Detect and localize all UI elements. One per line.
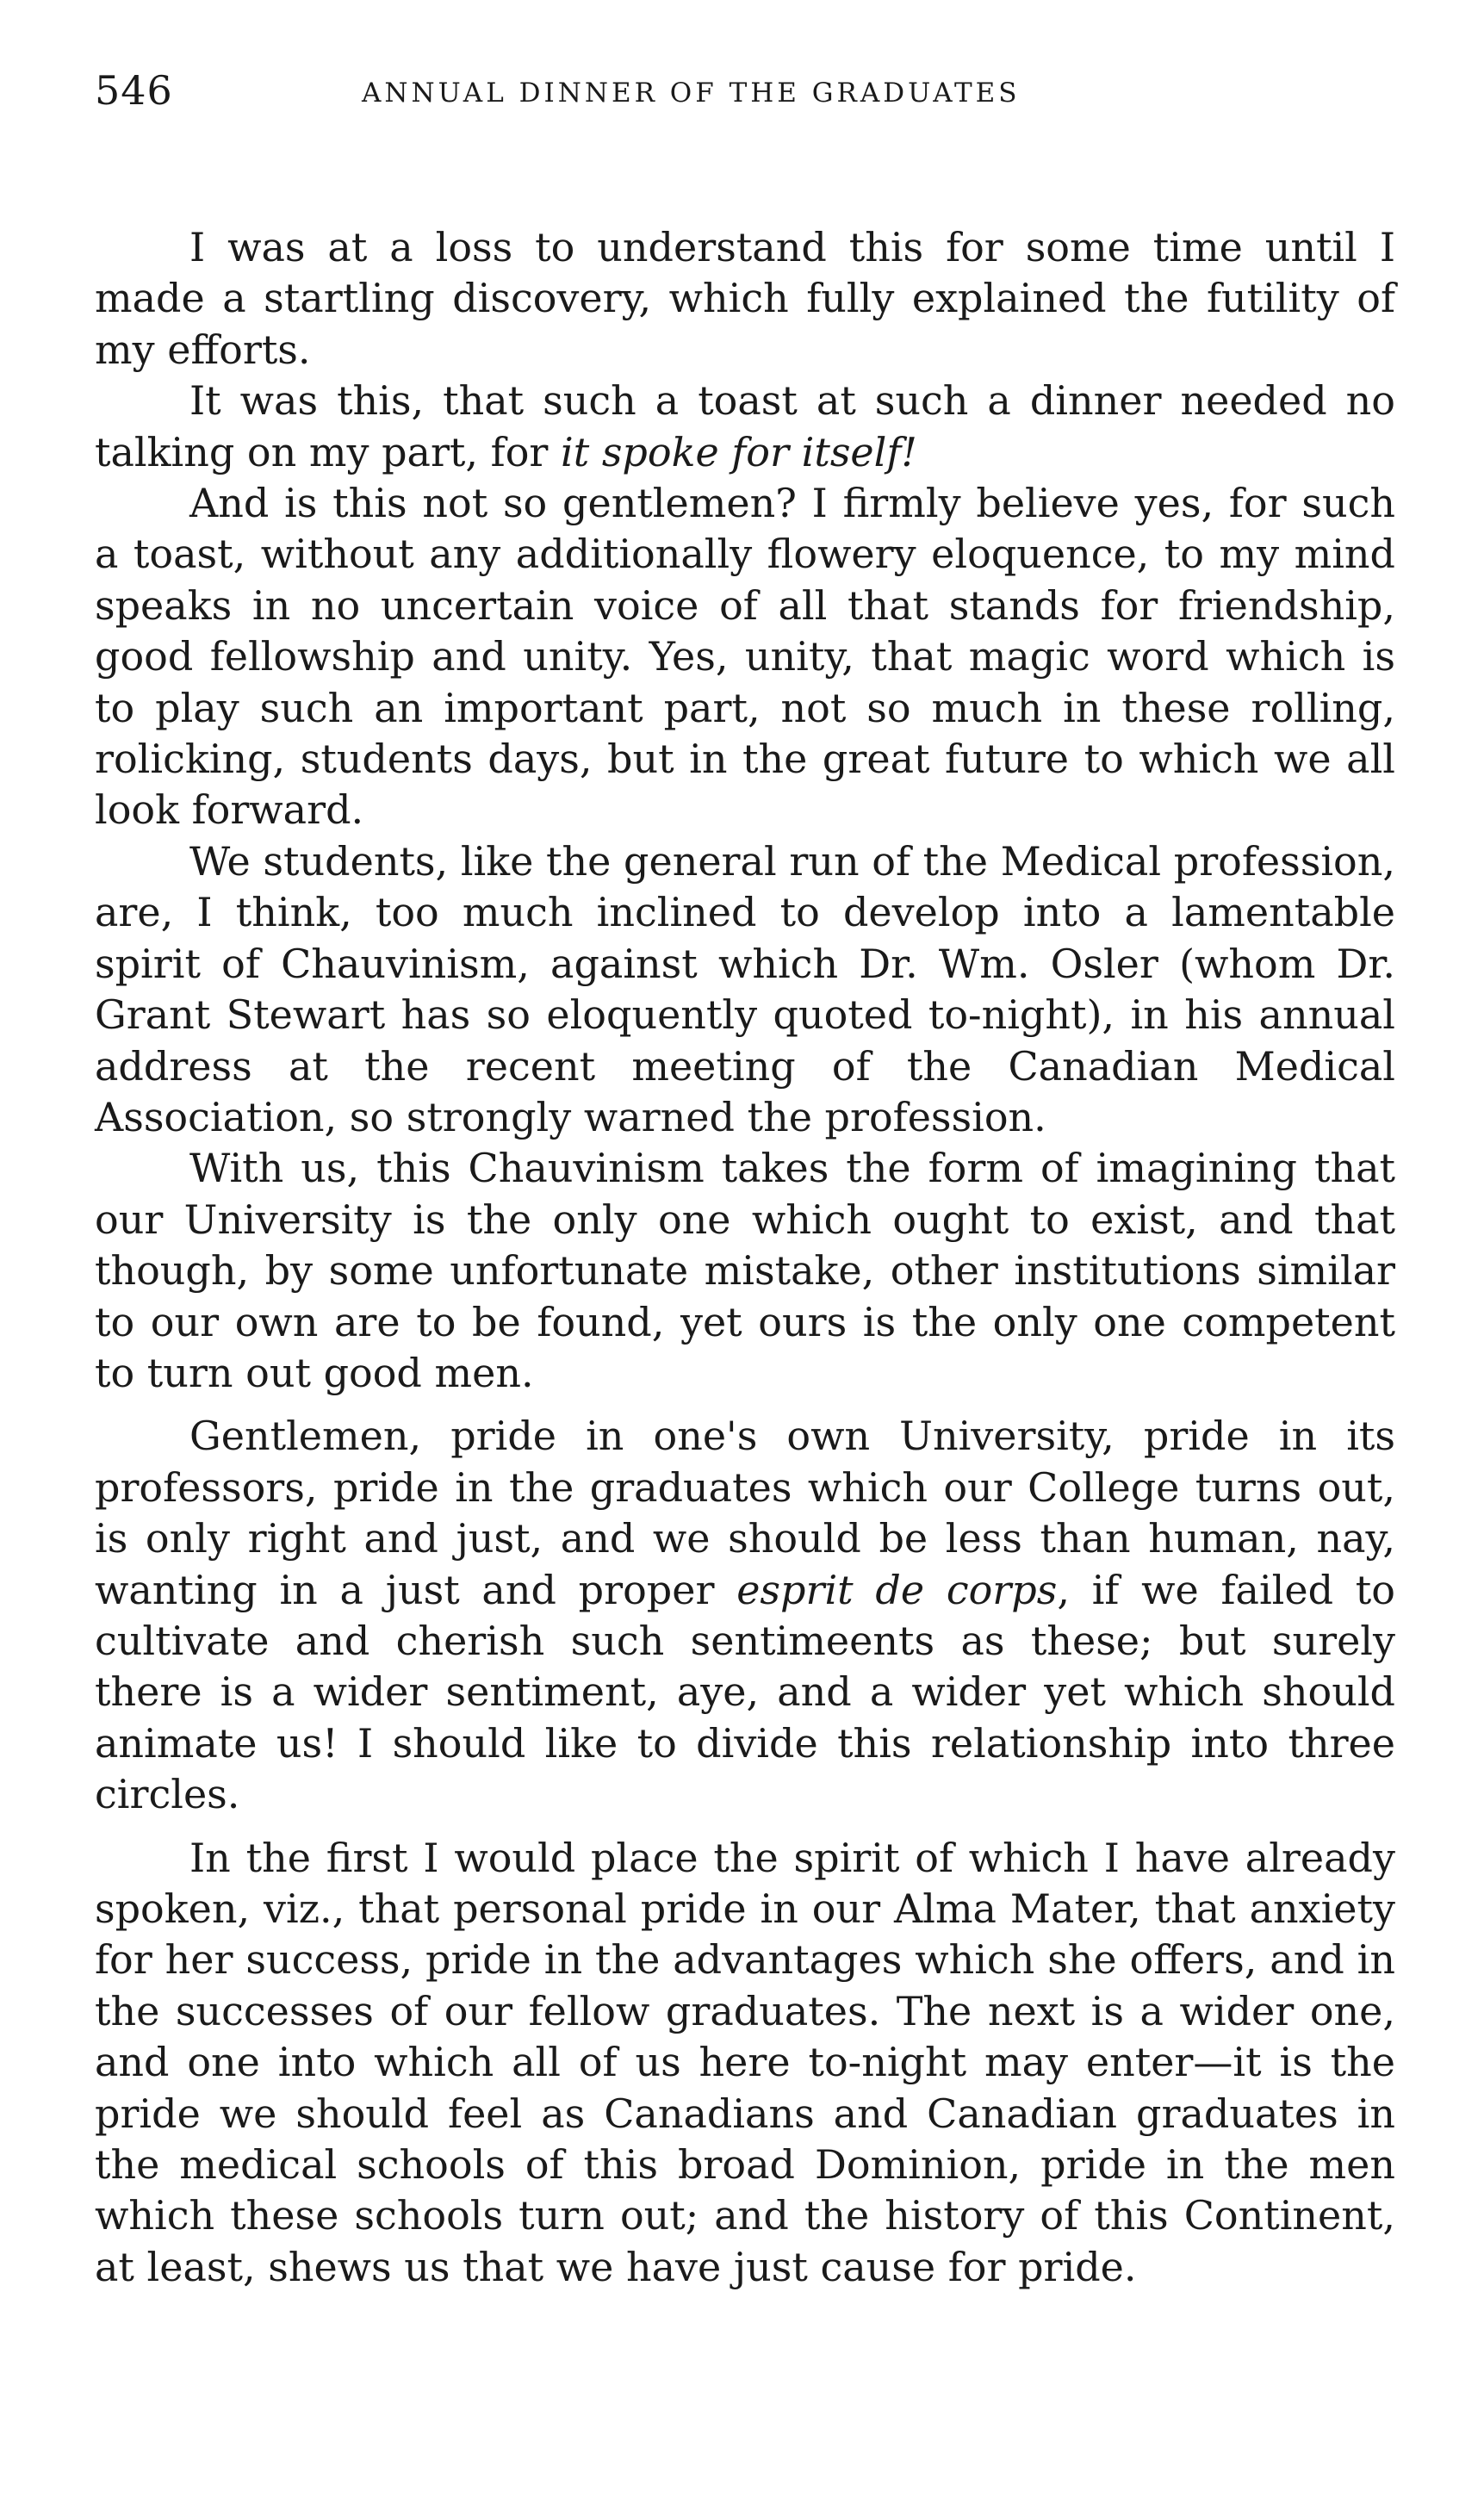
paragraph xyxy=(95,1411,1395,1820)
text-run: In the first I would place the spirit of which I have already spoken, viz., that personal pride in our Alma Mater, that anxiety for her success, pride in the advantages which she offers, and in the successes of our fellow graduates. The next is a wider one, and one into which all of us here to-night may enter—it is the pride we should feel as Canadians and Canadian graduates in the medical schools of this broad Dominion, pride in the men which these schools turn out; and the history of this Continent, at least, shews us that we have just cause for pride. xyxy=(95,1834,1395,2290)
text-run: With us, this Chauvinism takes the form of imagining that our University is the only one which ought to exist, and that though, by some unfortunate mistake, other institutions similar to our own are to be found, yet ours is the only one competent to turn out good men. xyxy=(95,1145,1395,1396)
book-page xyxy=(95,67,1395,2293)
text-run: And is this not so gentlemen? I firmly believe yes, for such a toast, without any additionally flowery eloquence, to my mind speaks in no uncertain voice of all that stands for friendship, good fellowship and unity. Yes, unity, that magic word which is to play such an important part, not so much in these rolling, rolicking, students days, but in the great future to which we all look forward. xyxy=(95,480,1395,834)
text-run: Gentlemen, pride in one's own University, pride in its professors, pride in the graduates which our College turns out, is only right and just, and we should be less than human, nay, wanting in a just and proper xyxy=(95,1413,1395,1613)
paragraph xyxy=(95,376,1395,478)
text-run: I was at a loss to understand this for some time until I made a startling discovery, which fully explained the futility of my efforts. xyxy=(95,224,1395,373)
italic-text: it spoke for itself! xyxy=(561,428,917,475)
paragraph xyxy=(95,1833,1395,2294)
text-run: It was this, that such a toast at such a dinner needed no talking on my part, for xyxy=(95,377,1395,475)
page-header xyxy=(95,67,1395,127)
text-run: , if we failed to cultivate and cherish such sentimeents as these; but surely there is a wider sentiment, aye, and a wider yet which should animate us! I should like to divide this relationship into three circles. xyxy=(95,1566,1395,1818)
running-head: ANNUAL DINNER OF THE GRADUATES xyxy=(362,78,1021,109)
paragraph xyxy=(95,836,1395,1143)
paragraph xyxy=(95,1143,1395,1399)
paragraph xyxy=(95,222,1395,376)
body-text xyxy=(95,222,1395,2293)
italic-text: esprit de corps xyxy=(736,1566,1058,1613)
page-number: 546 xyxy=(95,67,173,114)
text-run: We students, like the general run of the Medical profession, are, I think, too much inclined to develop into a lamentable spirit of Chauvinism, against which Dr. Wm. Osler (whom Dr. Grant Stewart has so eloquently quoted to-night), in his annual address at the recent meeting of the Canadian Medical Association, so strongly warned the profession. xyxy=(95,837,1395,1140)
paragraph xyxy=(95,478,1395,836)
